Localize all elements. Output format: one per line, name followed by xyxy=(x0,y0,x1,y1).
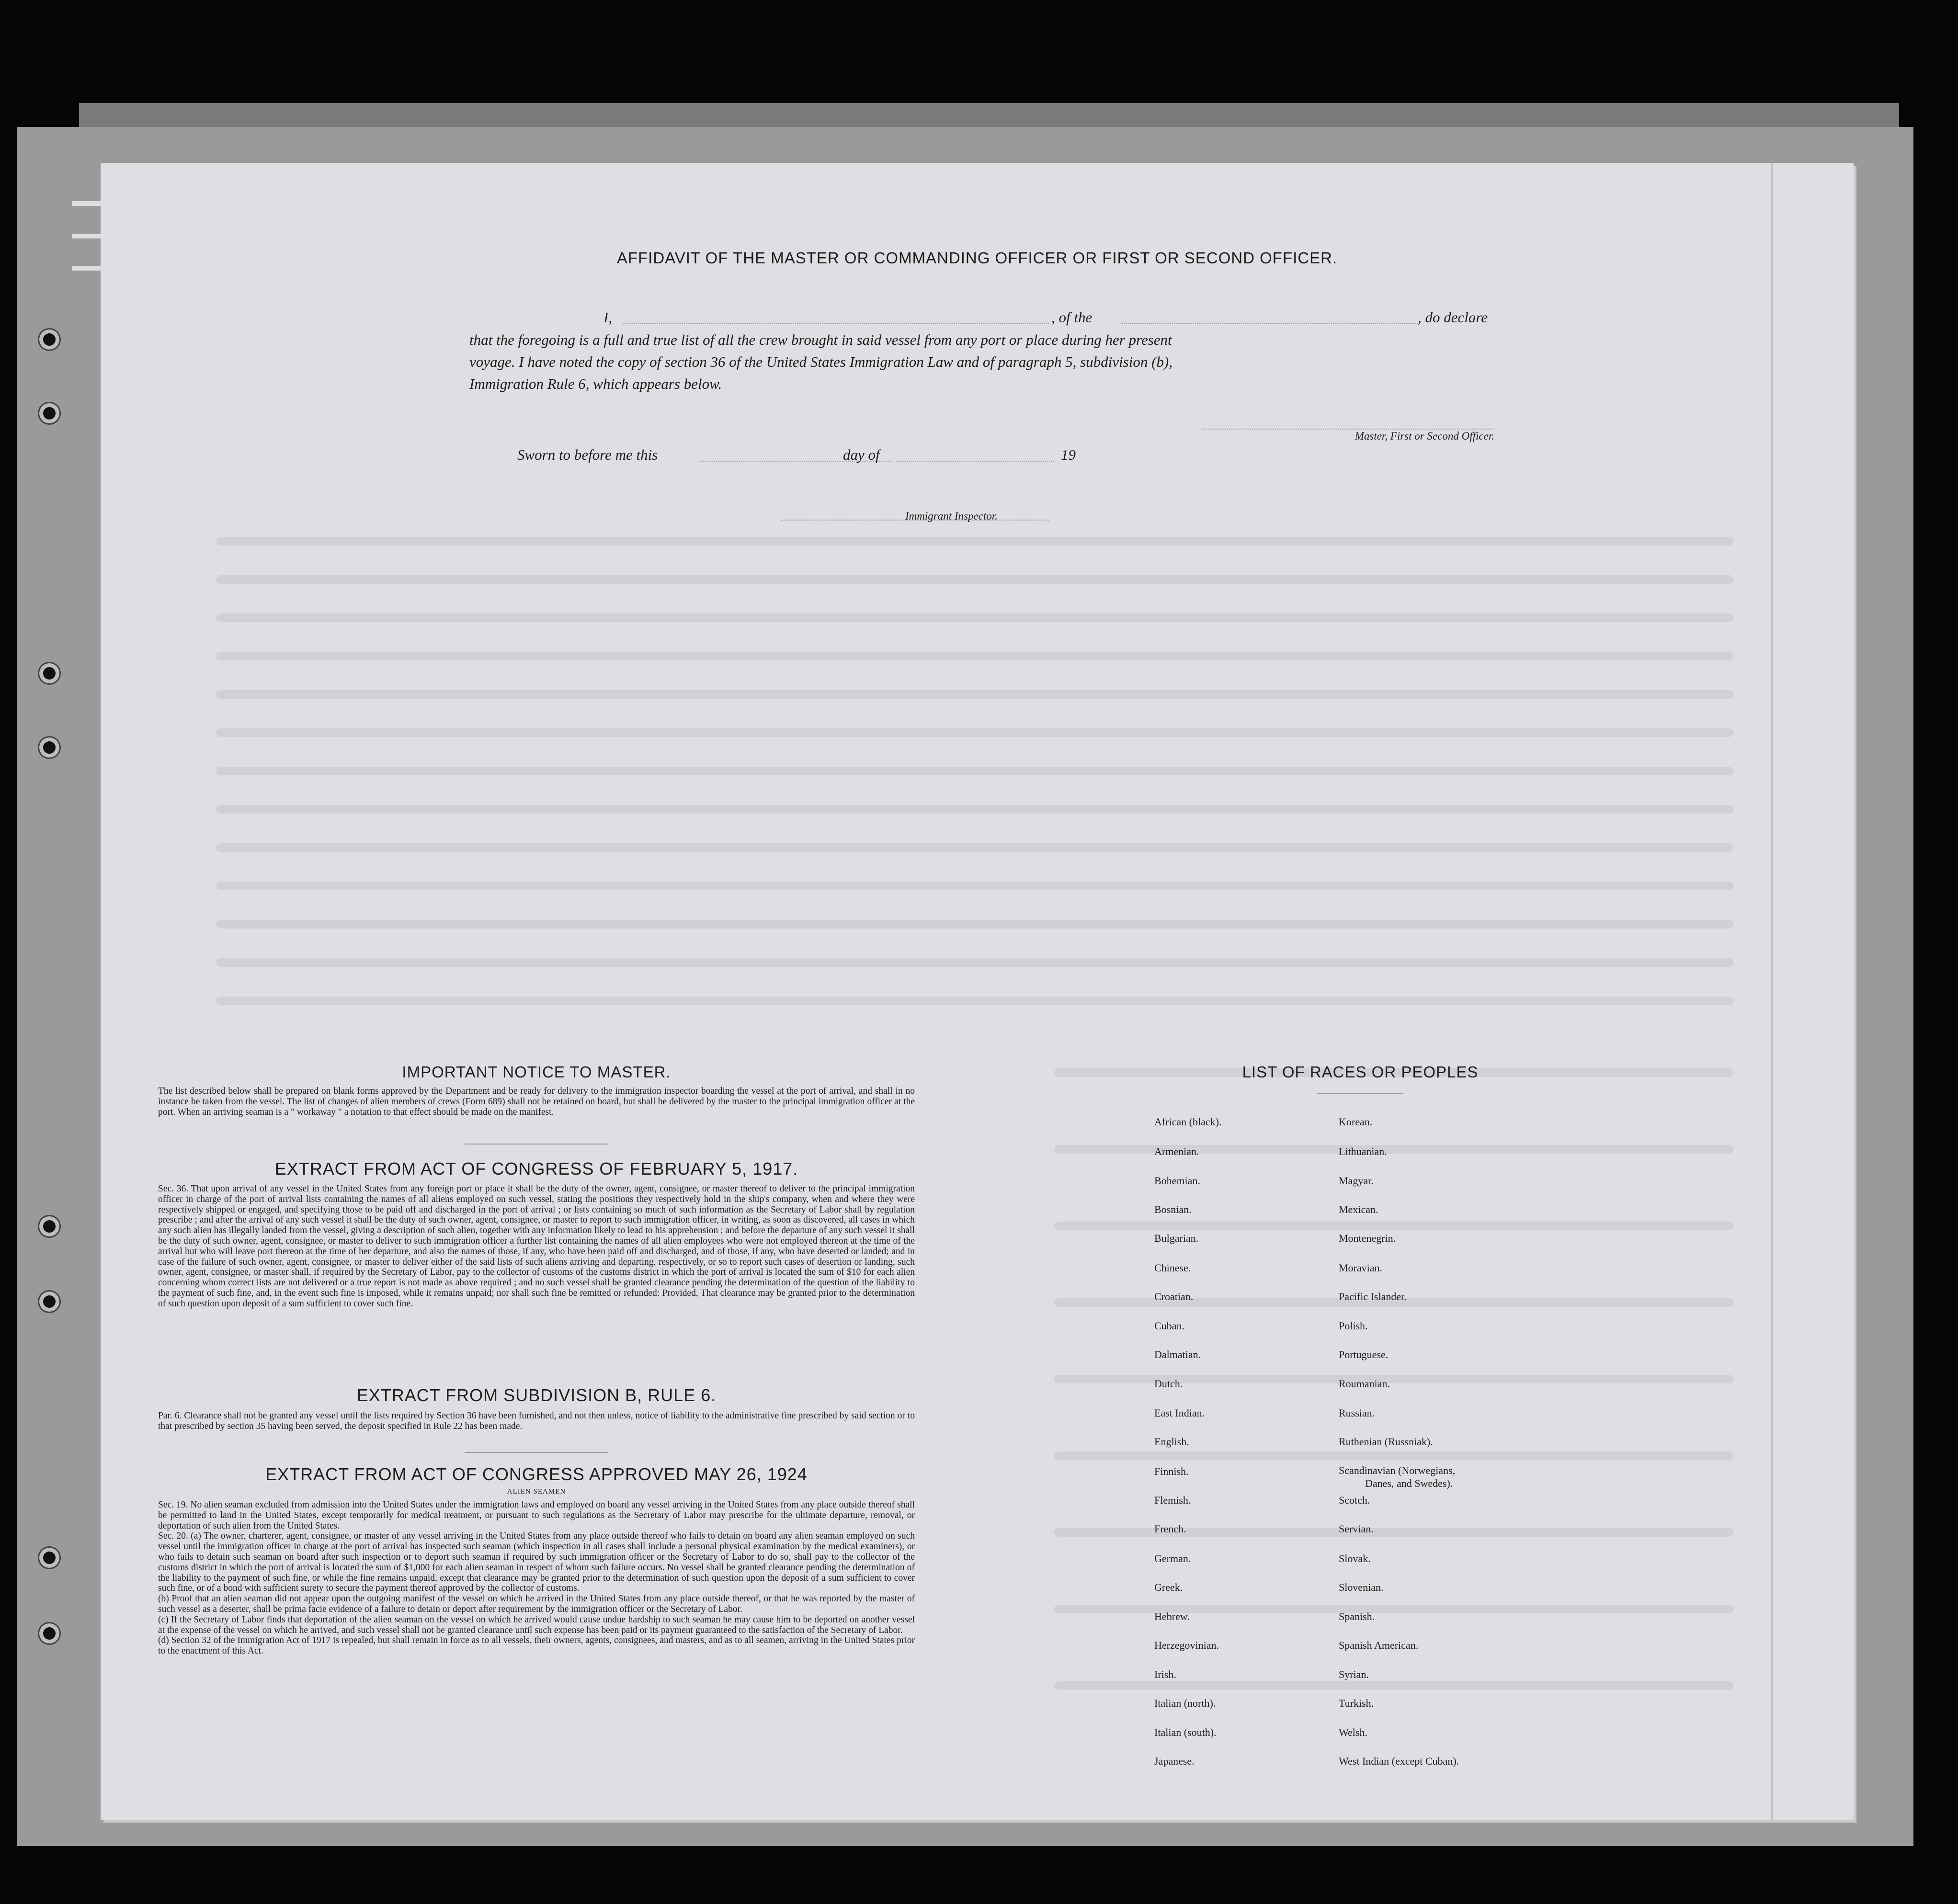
race-item: Polish. xyxy=(1339,1320,1368,1332)
race-item: English. xyxy=(1154,1436,1189,1448)
affidavit-i: I, xyxy=(603,309,613,326)
race-item: Korean. xyxy=(1339,1116,1373,1128)
affidavit-title: AFFIDAVIT OF THE MASTER OR COMMANDING OFFICER OR FIRST OR SECOND OFFICER. xyxy=(616,249,1338,267)
affidavit-form-sheet xyxy=(101,163,1854,1820)
extract-1924-subtitle: ALIEN SEAMEN xyxy=(507,1488,566,1496)
margin-mark xyxy=(72,266,101,271)
extract-1917-title: EXTRACT FROM ACT OF CONGRESS OF FEBRUARY 5, 1917. xyxy=(274,1159,798,1179)
race-item: Italian (south). xyxy=(1154,1726,1217,1738)
notice-title: IMPORTANT NOTICE TO MASTER. xyxy=(402,1063,671,1081)
race-item: Bosnian. xyxy=(1154,1203,1192,1215)
affidavit-line-1: that the foregoing is a full and true list of all the crew brought in said vessel from any port or place during her present xyxy=(469,331,1172,348)
binder-hole xyxy=(39,1216,59,1236)
binder-hole xyxy=(39,329,59,350)
binder-hole xyxy=(39,663,59,683)
extract-1924-paragraph: Sec. 20. (a) The owner, charterer, agent, consignee, or master of any vessel arriving in the United States from any place outside thereof who fails to detain on board any alien seaman employed on such vessel until the immigration officer in charge at the port of arrival has inspected such seaman (which inspection in all cases shall include a personal physical examination by the medical examiners), or who fails to detain such seaman on board after such inspection or to deport such seaman if required by such immigration officer or the Secretary of Labor to do so, shall pay to the collector of the customs district in which the port of arrival is located the sum of $1,000 for each alien seaman in respect of whom such failure occurs. No vessel shall be granted clearance pending the determination of the liability to the payment of such fine, or while the fine remains unpaid, except that clearance may be granted prior to the determination of such question upon the deposit of a sum sufficient to cover such fine, or of a bond with sufficient surety to secure the payment thereof approved by the collector of customs. xyxy=(158,1531,915,1594)
race-item: Russian. xyxy=(1339,1407,1375,1419)
signature-blank xyxy=(1202,429,1494,430)
margin-mark xyxy=(72,234,101,238)
race-item: Magyar. xyxy=(1339,1175,1374,1187)
race-item: Bulgarian. xyxy=(1154,1232,1199,1244)
race-item: Slovenian. xyxy=(1339,1581,1384,1593)
affidavit-line-3: Immigration Rule 6, which appears below. xyxy=(469,375,722,392)
divider xyxy=(465,1452,608,1453)
race-item: Dalmatian. xyxy=(1154,1349,1201,1360)
extract-1924-body xyxy=(158,1500,915,1656)
race-item: Italian (north). xyxy=(1154,1697,1216,1709)
extract-1917-body: Sec. 36. That upon arrival of any vessel in the United States from any foreign port or place it shall be the duty of the owner, agent, consignee, or master thereof to deliver to the principal immigration officer in charge of the port of arrival lists containing the names of all aliens employed on such vessel, stating the positions they respectively hold in the ship's company, when and where they were respectively shipped or engaged, and specifying those to be paid off and discharged in the port of arrival ; or lists containing so much of such information as the Secretary of Labor shall by regulation prescribe ; and after the arrival of any such vessel it shall be the duty of such owner, agent, consignee, or master to report to such immigration officer, in writing, as soon as discovered, all cases in which any such alien has illegally landed from the vessel, giving a description of such alien, together with any information likely to lead to his apprehension ; and before the departure of any such vessel it shall be the duty of such owner, agent, consignee, or master to deliver to such immigration officer a further list containing the names of all alien employees who were not employed thereon at the time of the arrival but who will leave port thereon at the time of her departure, and also the names of those, if any, who have been paid off and discharged, and of those, if any, who have deserted or landed; and in case of the failure of such owner, agent, consignee, or master to deliver either of the said lists of such aliens arriving and departing, respectively, or so to report such cases of desertion or landing, such owner, agent, consignee, or master shall, if required by the Secretary of Labor, pay to the collector of customs of the customs district in which the port of arrival is located the sum of $10 for each alien concerning whom correct lists are not delivered or a true report is not made as above required ; and no such vessel shall be granted clearance pending the determination of the question of the liability to the payment of such fine, and, in the event such fine is imposed, while it remains unpaid; nor shall such fine be remitted or refunded: Provided, That clearance may be granted prior to the determination of such question upon deposit of a sum sufficient to cover such fine. xyxy=(158,1184,915,1309)
binder-hole xyxy=(39,737,59,758)
extract-rule6-title: EXTRACT FROM SUBDIVISION B, RULE 6. xyxy=(356,1385,717,1405)
binder-hole xyxy=(39,1548,59,1568)
vessel-blank xyxy=(1121,323,1418,324)
race-item: African (black). xyxy=(1154,1116,1222,1128)
race-item: Scotch. xyxy=(1339,1494,1370,1506)
divider xyxy=(465,1144,608,1145)
race-item: Spanish. xyxy=(1339,1610,1375,1622)
race-item: Roumanian. xyxy=(1339,1378,1390,1390)
extract-1924-paragraph: (c) If the Secretary of Labor finds that deportation of the alien seaman on the vessel on which he arrived would cause undue hardship to such seaman he may cause him to be deported on another vessel at the expense of the vessel on which he arrived, and such vessel shall not be granted clearance until such expense has been paid or its payment guaranteed to the satisfaction of the Secretary of Labor. xyxy=(158,1614,915,1635)
race-item: Croatian. xyxy=(1154,1291,1194,1303)
race-item: Mexican. xyxy=(1339,1203,1378,1215)
race-item: Japanese. xyxy=(1154,1755,1195,1767)
race-item: Armenian. xyxy=(1154,1145,1199,1157)
extract-1924-paragraph: (d) Section 32 of the Immigration Act of 1917 is repealed, but shall remain in force as to all vessels, their owners, agents, consignees, and masters, and as to all seamen, arriving in the United States prior to the enactment of this Act. xyxy=(158,1635,915,1656)
binder-hole xyxy=(39,1623,59,1643)
signature-label: Master, First or Second Officer. xyxy=(1355,430,1494,442)
race-item: Slovak. xyxy=(1339,1553,1371,1564)
margin-mark xyxy=(72,201,101,206)
affidavit-line-2: voyage. I have noted the copy of section 36 of the United States Immigration Law and of paragraph 5, subdivision (b), xyxy=(469,353,1173,370)
race-item: Ruthenian (Russniak). xyxy=(1339,1436,1433,1448)
extract-rule6-body: Par. 6. Clearance shall not be granted any vessel until the lists required by Section 36 have been furnished, and not then unless, notice of liability to the administrative fine prescribed by said section or to that prescribed by section 35 having been served, the deposit specified in Rule 22 has been made. xyxy=(158,1411,915,1431)
binder-hole xyxy=(39,403,59,423)
race-item: Turkish. xyxy=(1339,1697,1374,1709)
name-blank xyxy=(623,323,1049,324)
race-item: Moravian. xyxy=(1339,1262,1383,1274)
race-item: Dutch. xyxy=(1154,1378,1183,1390)
race-item: Pacific Islander. xyxy=(1339,1291,1407,1303)
extract-1924-paragraph: (b) Proof that an alien seaman did not appear upon the outgoing manifest of the vessel on which he arrived in the United States from any place outside thereof, or that he was reported by the master of such vessel as a deserter, shall be prima facie evidence of a failure to detain or deport after requirement by the immigration officer or the Secretary of Labor. xyxy=(158,1594,915,1614)
race-item: Bohemian. xyxy=(1154,1175,1200,1187)
race-item: German. xyxy=(1154,1553,1191,1564)
extract-1924-title: EXTRACT FROM ACT OF CONGRESS APPROVED MAY 26, 1924 xyxy=(265,1464,808,1484)
race-item: Spanish American. xyxy=(1339,1639,1419,1651)
race-item: Hebrew. xyxy=(1154,1610,1190,1622)
race-item: French. xyxy=(1154,1523,1186,1535)
affidavit-do-declare: , do declare xyxy=(1418,309,1488,326)
race-item: Irish. xyxy=(1154,1668,1176,1680)
year-label: 19 xyxy=(1061,446,1076,463)
extract-1924-paragraph: Sec. 19. No alien seaman excluded from admission into the United States under the immigration laws and employed on board any vessel arriving in the United States from any place outside thereof shall be permitted to land in the United States, except temporarily for medical treatment, or pursuant to such regulations as the Secretary of Labor may prescribe for the ultimate departure, removal, or deportation of such alien from the United States. xyxy=(158,1500,915,1531)
inspector-label: Immigrant Inspector. xyxy=(905,510,998,522)
day-of-label: day of xyxy=(843,446,880,463)
race-item: Syrian. xyxy=(1339,1668,1369,1680)
races-title: LIST OF RACES OR PEOPLES xyxy=(1242,1063,1479,1081)
race-item: Portuguese. xyxy=(1339,1349,1389,1360)
race-item: Herzegovinian. xyxy=(1154,1639,1219,1651)
race-item: Chinese. xyxy=(1154,1262,1191,1274)
race-item: Greek. xyxy=(1154,1581,1183,1593)
race-item: Finnish. xyxy=(1154,1465,1189,1477)
race-item: East Indian. xyxy=(1154,1407,1205,1419)
affidavit-of-the: , of the xyxy=(1051,309,1093,326)
race-item: Scandinavian (Norwegians, xyxy=(1339,1464,1456,1476)
race-item: Montenegrin. xyxy=(1339,1232,1396,1244)
race-item: West Indian (except Cuban). xyxy=(1339,1755,1459,1767)
race-item: Flemish. xyxy=(1154,1494,1191,1506)
divider xyxy=(1317,1093,1403,1094)
race-item: Lithuanian. xyxy=(1339,1145,1387,1157)
race-item: Cuban. xyxy=(1154,1320,1184,1332)
binder-hole xyxy=(39,1292,59,1312)
race-item: Servian. xyxy=(1339,1523,1374,1535)
month-blank xyxy=(896,461,1054,462)
sworn-label: Sworn to before me this xyxy=(517,446,658,463)
race-item: Welsh. xyxy=(1339,1726,1367,1738)
notice-body: The list described below shall be prepared on blank forms approved by the Department and be ready for delivery to the immigration inspector boarding the vessel at the port of arrival, and shall in no instance be taken from the vessel. The list of changes of alien members of crews (Form 689) shall not be retained on board, but shall be delivered by the master to the principal immigration officer at the port. When an arriving seaman is a " workaway " a notation to that effect should be made on the manifest. xyxy=(158,1086,915,1117)
race-item: Danes, and Swedes). xyxy=(1365,1477,1453,1489)
